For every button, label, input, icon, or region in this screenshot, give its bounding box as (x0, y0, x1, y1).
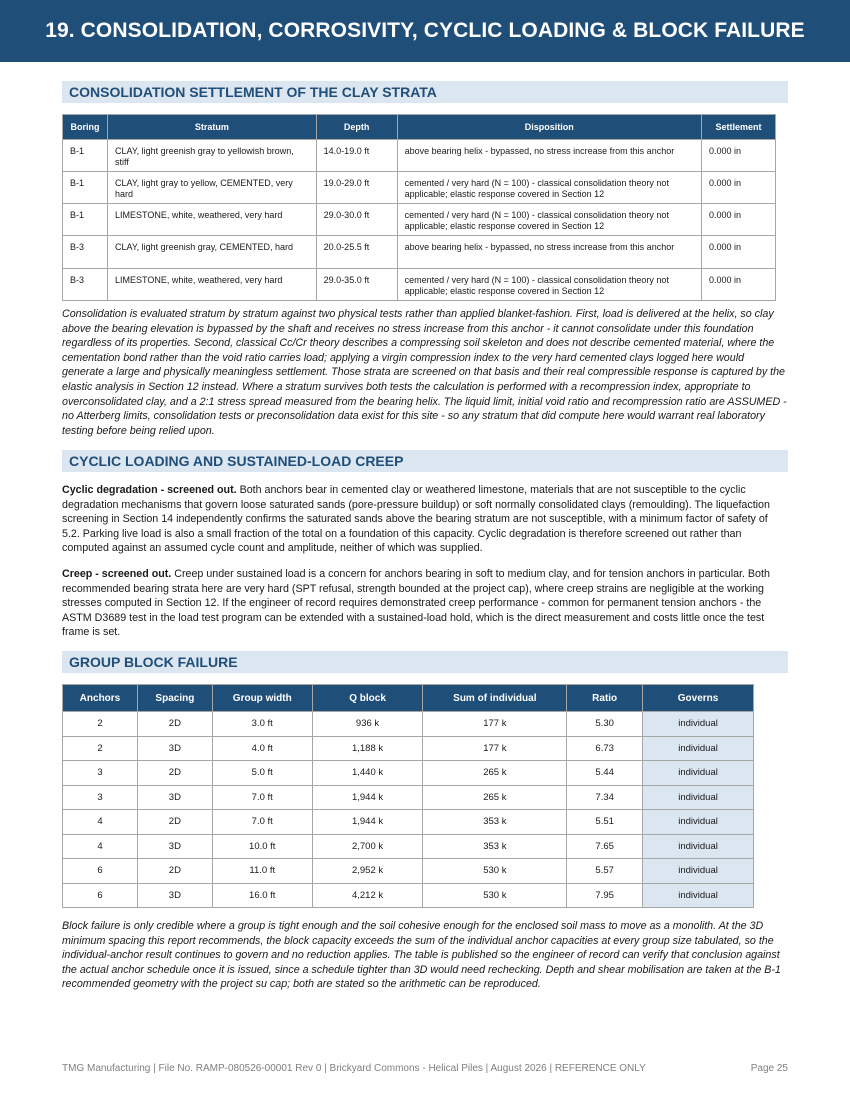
spacing-cell: 2D (137, 761, 212, 786)
cyclic-degradation-body: Both anchors bear in cemented clay or weathered limestone, materials that are not susceptible to the cyclic degradation mechanisms that govern loose saturated sands (pore-pressure buildup) or soft normally consolidated clays (remoulding). The liquefaction screening in Section 14 independently confirms the saturated sands above the bearing stratum are not susceptible, with a minimum factor of safety of 5.2. Parking live load is also a small fraction of the total on a foundation of this capacity. Cyclic degradation is therefore screened out rather than computed against an assumed cycle count and amplitude, neither of which was supplied. (62, 484, 770, 555)
group-width-cell: 16.0 ft (212, 883, 312, 908)
governs-cell: individual (643, 810, 754, 835)
governs-cell: individual (643, 785, 754, 810)
q-block-cell: 936 k (312, 712, 423, 737)
q-block-cell: 2,952 k (312, 859, 423, 884)
ratio-cell: 7.95 (567, 883, 643, 908)
group-width-cell: 7.0 ft (212, 810, 312, 835)
sum-individual-cell: 177 k (423, 736, 567, 761)
cyclic-degradation-lead: Cyclic degradation - screened out. (62, 484, 237, 496)
creep-lead: Creep - screened out. (62, 568, 172, 580)
table-row (63, 172, 776, 204)
table-row (63, 204, 776, 236)
stratum-cell: LIMESTONE, white, weathered, very hard (107, 269, 316, 301)
group-width-cell: 5.0 ft (212, 761, 312, 786)
q-block-cell: 4,212 k (312, 883, 423, 908)
table-row (63, 883, 754, 908)
boring-cell: B-3 (63, 236, 108, 269)
spacing-cell: 2D (137, 859, 212, 884)
disposition-cell: above bearing helix - bypassed, no stress increase from this anchor (397, 140, 701, 172)
boring-cell: B-3 (63, 269, 108, 301)
sum-individual-cell: 177 k (423, 712, 567, 737)
ratio-cell: 5.30 (567, 712, 643, 737)
anchors-cell: 3 (63, 761, 138, 786)
cyclic-degradation-paragraph (62, 483, 788, 556)
ratio-cell: 5.51 (567, 810, 643, 835)
column-header: Group width (212, 685, 312, 712)
column-header: Spacing (137, 685, 212, 712)
governs-cell: individual (643, 883, 754, 908)
stratum-cell: CLAY, light greenish gray, CEMENTED, hard (107, 236, 316, 269)
anchors-cell: 6 (63, 883, 138, 908)
boring-cell: B-1 (63, 140, 108, 172)
anchors-cell: 2 (63, 736, 138, 761)
boring-cell: B-1 (63, 204, 108, 236)
column-header: Q block (312, 685, 423, 712)
consolidation-table (62, 114, 776, 301)
table-row (63, 834, 754, 859)
sum-individual-cell: 265 k (423, 761, 567, 786)
spacing-cell: 3D (137, 736, 212, 761)
disposition-cell: above bearing helix - bypassed, no stress increase from this anchor (397, 236, 701, 269)
settlement-cell: 0.000 in (702, 204, 776, 236)
governs-cell: individual (643, 859, 754, 884)
group-width-cell: 7.0 ft (212, 785, 312, 810)
q-block-cell: 1,188 k (312, 736, 423, 761)
page-number: Page 25 (750, 1063, 788, 1074)
ratio-cell: 6.73 (567, 736, 643, 761)
page-title-banner (0, 0, 850, 62)
depth-cell: 20.0-25.5 ft (316, 236, 397, 269)
table-row (63, 236, 776, 269)
spacing-cell: 2D (137, 712, 212, 737)
page-title: 19. CONSOLIDATION, CORROSIVITY, CYCLIC LOADING & BLOCK FAILURE (45, 19, 805, 42)
table-header-row (63, 115, 776, 140)
depth-cell: 14.0-19.0 ft (316, 140, 397, 172)
disposition-cell: cemented / very hard (N = 100) - classical consolidation theory not applicable; elastic response covered in Section 12 (397, 204, 701, 236)
stratum-cell: CLAY, light gray to yellow, CEMENTED, very hard (107, 172, 316, 204)
table-row (63, 859, 754, 884)
column-header: Governs (643, 685, 754, 712)
group-width-cell: 11.0 ft (212, 859, 312, 884)
governs-cell: individual (643, 712, 754, 737)
sum-individual-cell: 530 k (423, 859, 567, 884)
table-row (63, 761, 754, 786)
creep-body: Creep under sustained load is a concern for anchors bearing in soft to medium clay, and for tension anchors in particular. Both recommended bearing strata here are very hard (SPT refusal, strength bounded at the project cap), where creep strains are negligible at the working stresses computed in Section 12. If the engineer of record requires demonstrated creep performance - common for permanent tension anchors - the ASTM D3689 test in the load test program can be extended with a sustained-load hold, which is the direct measurement and costs little once the test frame is set. (62, 568, 770, 639)
disposition-cell: cemented / very hard (N = 100) - classical consolidation theory not applicable; elastic response covered in Section 12 (397, 269, 701, 301)
settlement-cell: 0.000 in (702, 269, 776, 301)
anchors-cell: 6 (63, 859, 138, 884)
creep-paragraph (62, 567, 788, 640)
sum-individual-cell: 353 k (423, 834, 567, 859)
ratio-cell: 5.57 (567, 859, 643, 884)
q-block-cell: 1,440 k (312, 761, 423, 786)
consolidation-note: Consolidation is evaluated stratum by stratum against two physical tests rather than applied blanket-fashion. First, load is delivered at the helix, so clay above the bearing elevation is bypassed by the shaft and receives no stress increase from this anchor - it cannot consolidate under this foundation regardless of its properties. Second, classical Cc/Cr theory describes a compressing soil skeleton and does not describe cemented material, where the cementation bond rather than the void ratio carries load; applying a virgin compression index to the very hard cemented clays logged here would generate a large and physically meaningless settlement. Those strata are screened on that basis and their real compressible response is captured by the elastic analysis in Section 12 instead. Where a stratum survives both tests the calculation is performed with a recompression index, appropriate to overconsolidated clay, and a 2:1 stress spread measured from the bearing helix. The liquid limit, initial void ratio and recompression ratio are ASSUMED - no Atterberg limits, consolidation tests or preconsolidation data exist for this site - so any stratum that did compute here would warrant real laboratory testing before being relied upon. (62, 308, 787, 437)
sum-individual-cell: 530 k (423, 883, 567, 908)
column-header: Boring (63, 115, 108, 140)
column-header: Sum of individual (423, 685, 567, 712)
table-row (63, 810, 754, 835)
table-row (63, 712, 754, 737)
q-block-cell: 1,944 k (312, 785, 423, 810)
block-failure-note: Block failure is only credible where a group is tight enough and the soil cohesive enough for the enclosed soil mass to move as a monolith. At the 3D minimum spacing this report recommends, the block capacity exceeds the sum of the individual anchor capacities at every group size tabulated, so the individual-anchor result continues to govern and no reduction applies. The table is published so the engineer of record can verify that conclusion against the actual anchor schedule once it is issued, since a schedule tighter than 3D would need rechecking. Depth and shear mobilisation are taken at the B-1 recommended geometry with the project su cap; both are stated so the arithmetic can be reproduced. (62, 920, 781, 991)
disposition-cell: cemented / very hard (N = 100) - classical consolidation theory not applicable; elastic response covered in Section 12 (397, 172, 701, 204)
governs-cell: individual (643, 834, 754, 859)
q-block-cell: 2,700 k (312, 834, 423, 859)
sum-individual-cell: 353 k (423, 810, 567, 835)
group-width-cell: 3.0 ft (212, 712, 312, 737)
group-width-cell: 10.0 ft (212, 834, 312, 859)
governs-cell: individual (643, 736, 754, 761)
column-header: Ratio (567, 685, 643, 712)
q-block-cell: 1,944 k (312, 810, 423, 835)
anchors-cell: 2 (63, 712, 138, 737)
cyclic-heading: CYCLIC LOADING AND SUSTAINED-LOAD CREEP (62, 450, 788, 472)
anchors-cell: 4 (63, 810, 138, 835)
consolidation-heading: CONSOLIDATION SETTLEMENT OF THE CLAY STRATA (62, 81, 788, 103)
anchors-cell: 3 (63, 785, 138, 810)
boring-cell: B-1 (63, 172, 108, 204)
spacing-cell: 2D (137, 810, 212, 835)
column-header: Depth (316, 115, 397, 140)
block-failure-table (62, 684, 754, 908)
table-row (63, 269, 776, 301)
stratum-cell: CLAY, light greenish gray to yellowish brown, stiff (107, 140, 316, 172)
governs-cell: individual (643, 761, 754, 786)
depth-cell: 19.0-29.0 ft (316, 172, 397, 204)
ratio-cell: 5.44 (567, 761, 643, 786)
spacing-cell: 3D (137, 883, 212, 908)
spacing-cell: 3D (137, 785, 212, 810)
column-header: Disposition (397, 115, 701, 140)
column-header: Stratum (107, 115, 316, 140)
column-header: Anchors (63, 685, 138, 712)
ratio-cell: 7.34 (567, 785, 643, 810)
table-header-row (63, 685, 754, 712)
ratio-cell: 7.65 (567, 834, 643, 859)
table-row (63, 785, 754, 810)
table-row (63, 736, 754, 761)
sum-individual-cell: 265 k (423, 785, 567, 810)
column-header: Settlement (702, 115, 776, 140)
block-heading: GROUP BLOCK FAILURE (62, 651, 788, 673)
table-row (63, 140, 776, 172)
settlement-cell: 0.000 in (702, 172, 776, 204)
stratum-cell: LIMESTONE, white, weathered, very hard (107, 204, 316, 236)
depth-cell: 29.0-35.0 ft (316, 269, 397, 301)
depth-cell: 29.0-30.0 ft (316, 204, 397, 236)
settlement-cell: 0.000 in (702, 140, 776, 172)
settlement-cell: 0.000 in (702, 236, 776, 269)
group-width-cell: 4.0 ft (212, 736, 312, 761)
footer-text: TMG Manufacturing | File No. RAMP-080526-00001 Rev 0 | Brickyard Commons - Helical Piles | August 2026 | REFERENCE ONLY (62, 1063, 646, 1074)
spacing-cell: 3D (137, 834, 212, 859)
anchors-cell: 4 (63, 834, 138, 859)
